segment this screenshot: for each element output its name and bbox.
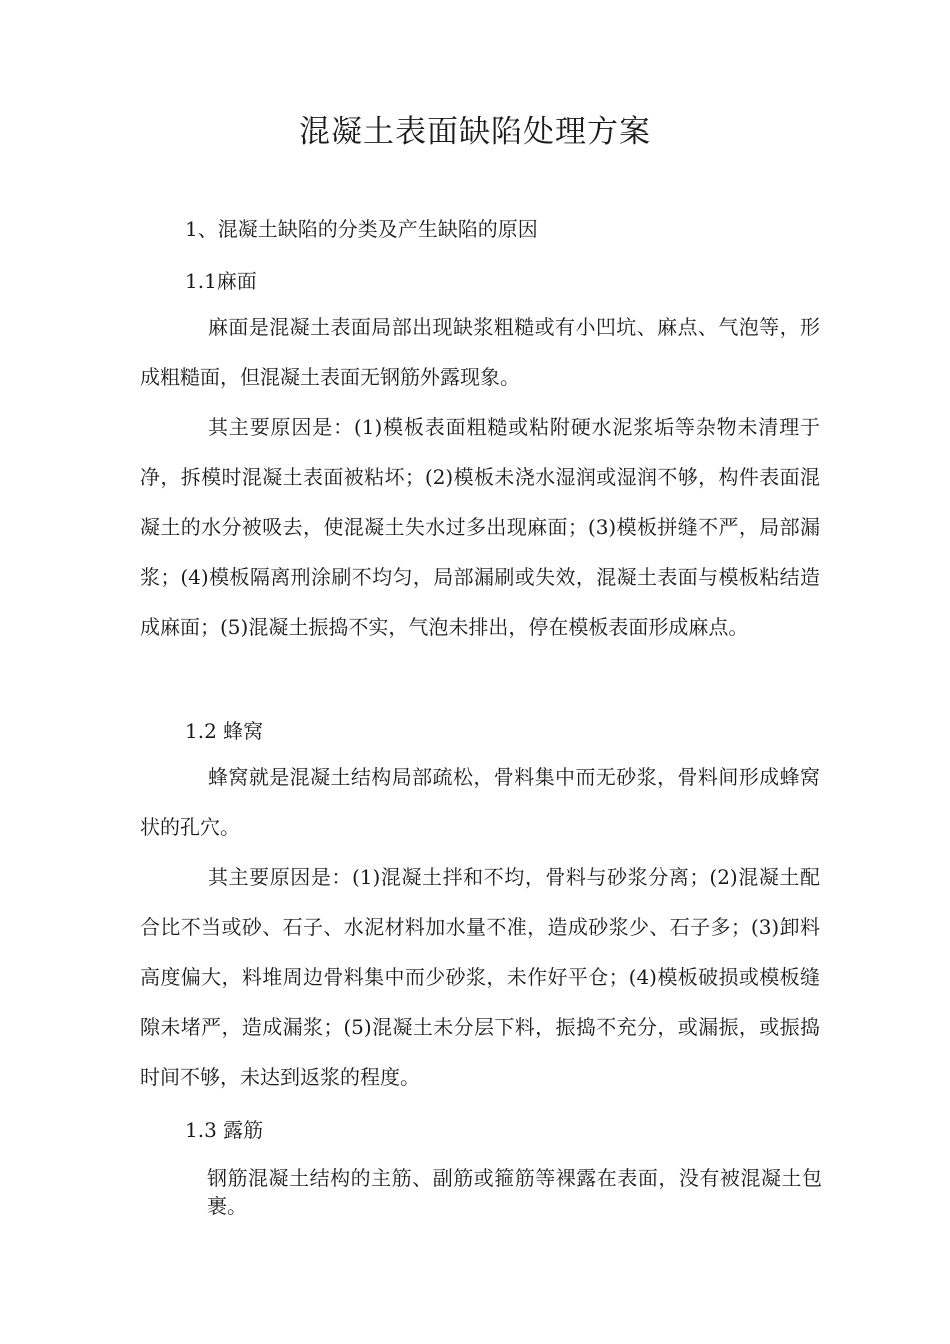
subsection-1-2-causes: 其主要原因是：(1)混凝土拌和不均，骨料与砂浆分离；(2)混凝土配合比不当或砂、石子、水泥材料加水量不准，造成砂浆少、石子多；(3)卸料高度偏大，料堆周边骨料集中而少砂浆，未作好平仓；(4)模板破损或模板缝隙未堵严，造成漏浆；(5)混凝土未分层下料，振捣不充分，或漏振，或振捣时间不够，未达到返浆的程度。 — [140, 865, 820, 1089]
subsection-1-1-causes: 其主要原因是：(1)模板表面粗糙或粘附硬水泥浆垢等杂物未清理于净，拆模时混凝土表面被粘坏；(2)模板未浇水湿润或湿润不够，构件表面混凝土的水分被吸去，使混凝土失水过多出现麻面；(3)模板拼缝不严，局部漏浆；(4)模板隔离刑涂刷不均匀，局部漏刷或失效，混凝土表面与模板粘结造成麻面；(5)混凝土振捣不实，气泡未排出，停在模板表面形成麻点。 — [140, 415, 820, 639]
subsection-1-3-heading: 1.3 露筋 — [185, 1118, 264, 1142]
section-1-heading: 1、混凝土缺陷的分类及产生缺陷的原因 — [185, 217, 538, 241]
subsection-1-1-definition: 麻面是混凝土表面局部出现缺浆粗糙或有小凹坑、麻点、气泡等，形成粗糙面，但混凝土表面无钢筋外露现象。 — [140, 315, 820, 389]
subsection-1-2-heading: 1.2 蜂窝 — [185, 719, 264, 743]
subsection-1-1-heading: 1.1麻面 — [185, 269, 257, 293]
subsection-1-2-definition: 蜂窝就是混凝土结构局部疏松，骨料集中而无砂浆，骨料间形成蜂窝状的孔穴。 — [140, 765, 820, 839]
subsection-1-3-definition: 钢筋混凝土结构的主筋、副筋或箍筋等裸露在表面，没有被混凝土包裹。 — [207, 1166, 822, 1218]
document-title: 混凝土表面缺陷处理方案 — [299, 114, 651, 150]
